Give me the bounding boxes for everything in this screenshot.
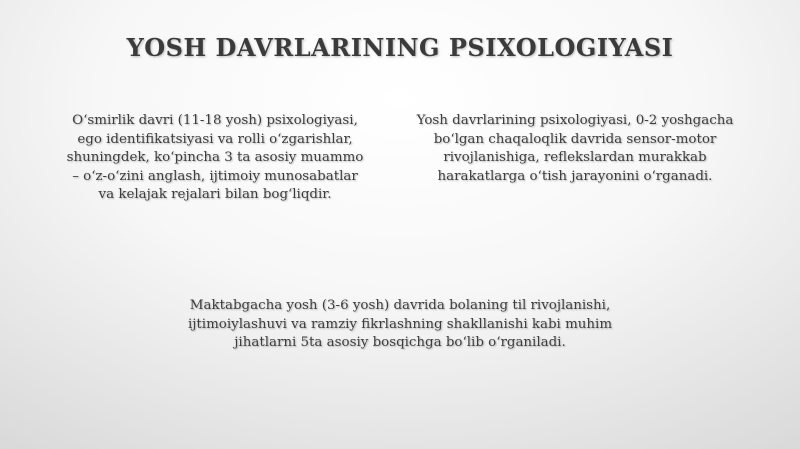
- left-paragraph: [40, 112, 390, 205]
- bottom-paragraph-line: jihatlarni 5ta asosiy bosqichga bo‘lib o‘rganiladi.: [234, 335, 566, 351]
- slide-title: YOSH DAVRLARINING PSIXOLOGIYASI: [126, 33, 674, 62]
- bottom-paragraph-line: ijtimoiylashuvi va ramziy fikrlashning shakllanishi kabi muhim: [187, 316, 613, 332]
- bottom-paragraph: [100, 297, 700, 353]
- bottom-paragraph-line: Maktabgacha yosh (3-6 yosh) davrida bolaning til rivojlanishi,: [189, 298, 611, 313]
- left-paragraph-line: O‘smirlik davri (11-18 yosh) psixologiyasi,: [72, 113, 358, 128]
- right-paragraph-line: harakatlarga o‘tish jarayonini o‘rganadi.: [437, 168, 713, 184]
- left-paragraph-line: ego identifikatsiyasi va rolli o‘zgarishlar,: [77, 131, 353, 147]
- left-paragraph-line: shuningdek, ko‘pincha 3 ta asosiy muammo: [66, 150, 364, 166]
- right-paragraph: [395, 112, 755, 186]
- right-paragraph-line: rivojlanishiga, reflekslardan murakkab: [443, 150, 707, 166]
- left-paragraph-line: – o‘z-o‘zini anglash, ijtimoiy munosabatlar: [72, 168, 358, 184]
- right-paragraph-line: Yosh davrlarining psixologiyasi, 0-2 yoshgacha: [416, 113, 734, 128]
- left-paragraph-line: va kelajak rejalari bilan bog‘liqdir.: [98, 187, 332, 203]
- right-paragraph-line: bo‘lgan chaqaloqlik davrida sensor-motor: [433, 131, 717, 147]
